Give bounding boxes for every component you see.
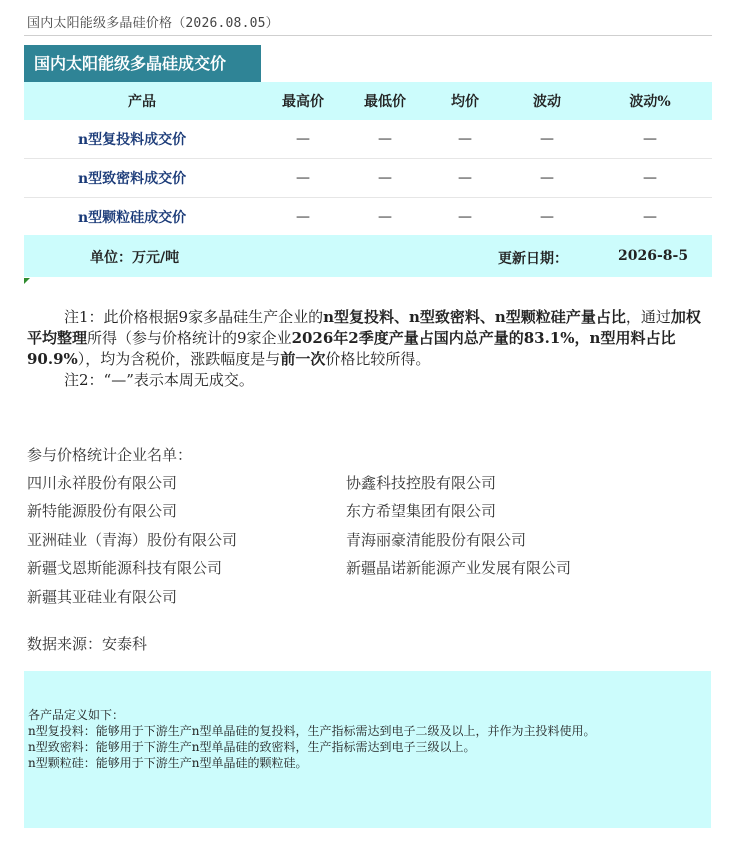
avg-price-cell: —	[424, 159, 506, 198]
company-list-title: 参与价格统计企业名单：	[27, 446, 193, 464]
min-price-cell: —	[346, 159, 424, 198]
company-name: 新疆其亚硅业有限公司	[27, 588, 178, 606]
note-1-segment: ，通过	[625, 308, 671, 326]
header-min-price: 最低价	[346, 82, 424, 120]
note-1-segment: ），均为含税价，涨跌幅度是与	[77, 350, 281, 368]
max-price-cell: —	[260, 198, 346, 237]
note-1-segment: 2026年2季度产量占国内总产量的83.1%，n型用料占比90.9%	[27, 329, 676, 368]
change-pct-cell: —	[588, 198, 712, 237]
company-name: 青海丽豪清能股份有限公司	[346, 531, 527, 549]
product-name: n型复投料成交价	[24, 120, 260, 159]
table-header-row	[24, 82, 712, 120]
cell-comment-marker	[24, 278, 30, 284]
update-label: 更新日期：	[498, 251, 568, 267]
change-pct-cell: —	[588, 159, 712, 198]
definition-item: n型致密料：能够用于下游生产n型单晶硅的致密料，生产指标需达到电子三级以上。	[28, 740, 476, 754]
header-change: 波动	[506, 82, 588, 120]
company-name: 亚洲硅业（青海）股份有限公司	[27, 531, 238, 549]
definitions-title: 各产品定义如下：	[28, 708, 125, 722]
min-price-cell: —	[346, 198, 424, 237]
unit-label: 单位：万元/吨	[90, 250, 180, 266]
header-avg-price: 均价	[424, 82, 506, 120]
data-source: 数据来源：安泰科	[27, 635, 148, 653]
min-price-cell: —	[346, 120, 424, 159]
max-price-cell: —	[260, 159, 346, 198]
title-divider	[24, 35, 712, 36]
change-cell: —	[506, 120, 588, 159]
page-title: 国内太阳能级多晶硅价格（2026.08.05）	[27, 16, 279, 31]
definitions-box	[24, 671, 711, 828]
note-1-segment: 注1：此价格根据9家多晶硅生产企业的	[64, 308, 324, 326]
table-row	[24, 198, 712, 237]
avg-price-cell: —	[424, 120, 506, 159]
company-name: 四川永祥股份有限公司	[27, 474, 178, 492]
definition-item: n型颗粒硅：能够用于下游生产n型单晶硅的颗粒硅。	[28, 756, 308, 770]
table-row	[24, 120, 712, 159]
company-name: 协鑫科技控股有限公司	[346, 474, 497, 492]
change-cell: —	[506, 198, 588, 237]
note-2	[27, 370, 707, 391]
header-max-price: 最高价	[260, 82, 346, 120]
product-name: n型致密料成交价	[24, 159, 260, 198]
header-change-pct: 波动%	[588, 82, 712, 120]
change-cell: —	[506, 159, 588, 198]
company-name: 东方希望集团有限公司	[346, 502, 497, 520]
change-pct-cell: —	[588, 120, 712, 159]
note-1-segment: 加权平均整理	[27, 308, 701, 347]
avg-price-cell: —	[424, 198, 506, 237]
table-title: 国内太阳能级多晶硅成交价	[24, 45, 261, 82]
note-1-segment: 价格比较所得。	[325, 350, 431, 368]
note-1-segment: n型复投料、n型致密料、n型颗粒硅产量占比	[323, 308, 626, 326]
update-date: 2026-8-5	[618, 248, 689, 264]
max-price-cell: —	[260, 120, 346, 159]
note-2-text: 注2：“—”表示本周无成交。	[64, 371, 254, 389]
table-row	[24, 159, 712, 198]
definition-item: n型复投料：能够用于下游生产n型单晶硅的复投料，生产指标需达到电子二级及以上，并作为主投料使用。	[28, 724, 596, 738]
note-1-segment: 前一次	[280, 350, 326, 368]
price-table	[24, 82, 712, 237]
product-name: n型颗粒硅成交价	[24, 198, 260, 237]
company-name: 新疆晶诺新能源产业发展有限公司	[346, 559, 572, 577]
unit-bar	[24, 235, 712, 277]
header-product: 产品	[24, 82, 260, 120]
company-name: 新特能源股份有限公司	[27, 502, 178, 520]
company-name: 新疆戈恩斯能源科技有限公司	[27, 559, 223, 577]
note-1-segment: 所得（参与价格统计的9家企业	[87, 329, 292, 347]
note-1	[27, 307, 707, 370]
